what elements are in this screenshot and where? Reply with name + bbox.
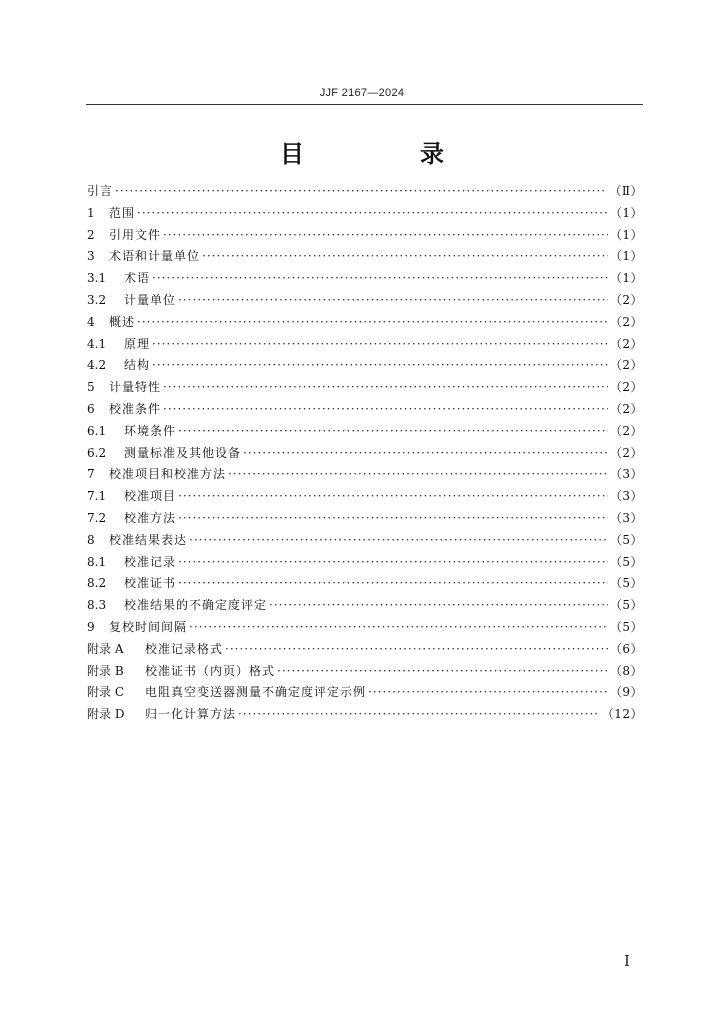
toc-entry[interactable] (87, 246, 643, 268)
toc-entry-title: 计量特性 (109, 380, 162, 395)
dot-leader (178, 508, 608, 530)
toc-entry-number: 3.2 (87, 292, 107, 307)
dot-leader (277, 661, 608, 683)
toc-entry-title: 校准证书（内页）格式 (145, 663, 276, 678)
toc-entry-number: 附录 A (87, 641, 124, 656)
toc-entry[interactable] (87, 334, 643, 356)
toc-entry-page: （1） (609, 249, 643, 264)
toc-entry-title: 校准结果的不确定度评定 (124, 598, 268, 613)
dot-leader (178, 421, 608, 443)
toc-entry-page: （2） (609, 445, 643, 460)
toc-entry-number: 5 (87, 380, 95, 395)
dot-leader (115, 181, 607, 203)
dot-leader (202, 246, 608, 268)
toc-entry-page: （3） (609, 489, 643, 504)
toc-entry-number: 4 (87, 314, 95, 329)
toc-entry-title: 校准项目 (124, 489, 177, 504)
dot-leader (225, 639, 608, 661)
toc-entry-title: 校准方法 (124, 510, 177, 525)
dot-leader (269, 595, 608, 617)
toc-entry-page: （12） (601, 707, 643, 722)
toc-entry-page: （2） (609, 423, 643, 438)
page-number: Ⅰ (624, 952, 630, 970)
toc-entry-page: （2） (609, 401, 643, 416)
toc-entry[interactable] (87, 508, 643, 530)
toc-entry-title: 结构 (124, 358, 151, 373)
toc-entry-number: 8 (87, 532, 95, 547)
toc-entry-page: （5） (609, 554, 643, 569)
toc-entry-number: 7.1 (87, 489, 107, 504)
dot-leader (137, 312, 608, 334)
dot-leader (152, 355, 608, 377)
dot-leader (228, 464, 608, 486)
toc-entry-title: 电阻真空变送器测量不确定度评定示例 (145, 685, 367, 700)
page-title: 目 录 (280, 140, 490, 168)
toc-entry-title: 引言 (87, 184, 114, 198)
toc-entry-title: 引用文件 (109, 227, 162, 242)
toc-entry[interactable] (87, 290, 643, 312)
toc-entry-title: 测量标准及其他设备 (124, 445, 242, 460)
toc-entry[interactable] (87, 661, 643, 683)
dot-leader (163, 399, 608, 421)
toc-entry[interactable] (87, 464, 643, 486)
toc-entry-number: 8.1 (87, 554, 107, 569)
toc-entry-page: （1） (609, 227, 643, 242)
toc-entry[interactable] (87, 225, 643, 247)
toc-entry-number: 8.2 (87, 576, 107, 591)
toc-entry[interactable] (87, 573, 643, 595)
toc-entry[interactable] (87, 639, 643, 661)
table-of-contents (87, 181, 643, 726)
toc-entry-title: 环境条件 (124, 423, 177, 438)
toc-entry[interactable] (87, 704, 643, 726)
dot-leader (137, 203, 608, 225)
toc-entry-page: （3） (609, 510, 643, 525)
toc-entry-title: 校准记录格式 (145, 641, 224, 656)
toc-entry-number: 4.2 (87, 358, 107, 373)
dot-leader (178, 290, 608, 312)
dot-leader (178, 486, 608, 508)
toc-entry-title: 范围 (109, 205, 136, 220)
toc-entry-title: 校准记录 (124, 554, 177, 569)
toc-entry-title: 概述 (109, 314, 136, 329)
toc-entry-number: 4.1 (87, 336, 107, 351)
toc-entry[interactable] (87, 552, 643, 574)
toc-entry-number: 9 (87, 619, 95, 634)
dot-leader (152, 334, 608, 356)
toc-entry[interactable] (87, 617, 643, 639)
toc-entry-number: 附录 B (87, 663, 124, 678)
toc-entry-title: 原理 (124, 336, 151, 351)
toc-entry-number: 7.2 (87, 510, 107, 525)
toc-entry[interactable] (87, 377, 643, 399)
toc-entry-page: （1） (609, 205, 643, 220)
toc-entry-title: 校准结果表达 (109, 532, 188, 547)
toc-entry-number: 3 (87, 249, 95, 264)
toc-entry-number: 6 (87, 401, 95, 416)
toc-entry[interactable] (87, 355, 643, 377)
dot-leader (243, 443, 608, 465)
toc-entry-title: 计量单位 (124, 292, 177, 307)
toc-entry[interactable] (87, 181, 643, 203)
dot-leader (163, 377, 608, 399)
toc-entry-page: （2） (609, 358, 643, 373)
toc-entry-title: 复校时间间隔 (109, 619, 188, 634)
dot-leader (368, 682, 608, 704)
toc-entry-title: 校准条件 (109, 401, 162, 416)
toc-entry-number: 8.3 (87, 598, 107, 613)
toc-entry-page: （6） (609, 641, 643, 656)
toc-entry-number: 6.2 (87, 445, 107, 460)
toc-entry-page: （2） (609, 292, 643, 307)
toc-entry[interactable] (87, 443, 643, 465)
toc-entry-number: 2 (87, 227, 95, 242)
toc-entry-title: 校准证书 (124, 576, 177, 591)
toc-entry-title: 校准项目和校准方法 (109, 467, 227, 482)
toc-entry-page: （9） (609, 685, 643, 700)
dot-leader (178, 552, 608, 574)
running-header: JJF 2167—2024 (319, 87, 405, 99)
toc-entry[interactable] (87, 682, 643, 704)
dot-leader (189, 617, 608, 639)
toc-entry-number: 附录 C (87, 685, 124, 700)
toc-entry-page: （5） (609, 576, 643, 591)
toc-entry-page: （8） (609, 663, 643, 678)
dot-leader (163, 225, 608, 247)
toc-entry[interactable] (87, 312, 643, 334)
toc-entry-number: 附录 D (87, 707, 125, 722)
toc-entry[interactable] (87, 530, 643, 552)
dot-leader (178, 573, 608, 595)
toc-entry-title: 归一化计算方法 (145, 707, 237, 722)
header-rule (86, 104, 643, 105)
toc-entry-page: （2） (609, 314, 643, 329)
dot-leader (238, 704, 600, 726)
toc-entry[interactable] (87, 203, 643, 225)
toc-entry-number: 7 (87, 467, 95, 482)
toc-entry-page: （5） (609, 598, 643, 613)
toc-entry-page: （5） (609, 619, 643, 634)
toc-entry-page: （5） (609, 532, 643, 547)
toc-entry[interactable] (87, 399, 643, 421)
toc-entry-title: 术语和计量单位 (109, 249, 201, 264)
toc-entry-page: （2） (609, 380, 643, 395)
toc-entry-page: （2） (609, 336, 643, 351)
toc-entry[interactable] (87, 486, 643, 508)
dot-leader (189, 530, 608, 552)
toc-entry-title: 术语 (124, 271, 151, 286)
toc-entry-page: （3） (609, 467, 643, 482)
toc-entry-page: （Ⅱ） (609, 184, 643, 198)
toc-entry[interactable] (87, 421, 643, 443)
toc-entry[interactable] (87, 595, 643, 617)
toc-entry-number: 3.1 (87, 271, 107, 286)
toc-entry-page: （1） (609, 271, 643, 286)
toc-entry[interactable] (87, 268, 643, 290)
toc-entry-number: 6.1 (87, 423, 107, 438)
dot-leader (152, 268, 608, 290)
toc-entry-number: 1 (87, 205, 95, 220)
